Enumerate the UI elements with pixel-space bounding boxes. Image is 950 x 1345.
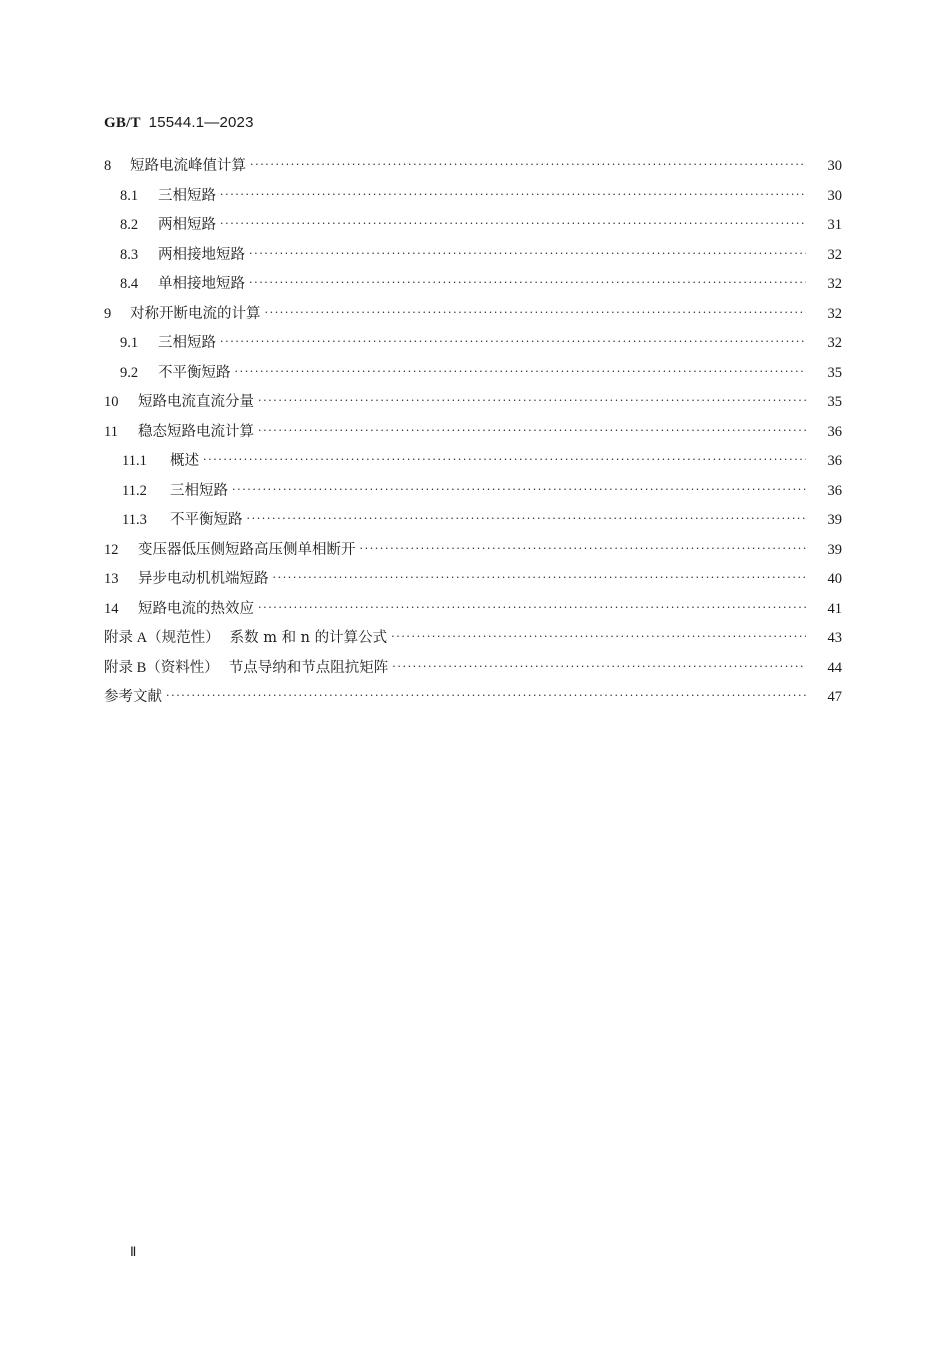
toc-page-number: 39 [827,512,842,528]
toc-page-number: 36 [827,453,842,469]
leader-dots [220,188,806,202]
toc-section-title: 概述 [170,453,199,469]
leader-dots [360,542,807,556]
toc-entry[interactable] [104,328,842,352]
toc-section-number: 附录 A（规范性） [104,630,220,646]
toc-section-title: 两相接地短路 [158,246,245,263]
toc-section-title: 两相短路 [158,217,216,233]
document-header [104,114,254,132]
toc-section-title: 短路电流直流分量 [138,394,254,410]
toc-section-title: 对称开断电流的计算 [130,305,261,322]
toc-entry-label [104,449,203,470]
leader-dots [258,424,806,438]
toc-page-number: 32 [827,246,842,263]
toc-page-number: 36 [827,423,842,440]
toc-page-number: 30 [827,158,842,174]
toc-entry[interactable] [104,535,842,559]
toc-section-number: 11.3 [122,512,147,528]
toc-entry-label [104,213,220,234]
toc-section-number: 9.1 [120,335,139,351]
toc-section-number: 9 [104,305,112,322]
toc-entry-label [104,479,232,500]
toc-section-title: 稳态短路电流计算 [138,423,254,440]
toc-page-number: 43 [827,630,842,646]
toc-section-title: 不平衡短路 [170,512,243,528]
toc-entry-label [104,272,249,293]
toc-entry[interactable] [104,210,842,234]
leader-dots [249,247,806,261]
toc-entry-label [104,302,265,323]
leader-dots [166,689,806,703]
toc-section-title: 参考文献 [104,689,162,705]
toc-section-number: 9.2 [120,364,139,381]
leader-dots [258,601,806,615]
toc-page-number: 40 [827,571,842,587]
toc-entry-label [104,243,249,264]
toc-page-number: 35 [827,394,842,410]
toc-entry-label [104,184,220,205]
toc-section-title: 单相接地短路 [158,276,245,292]
toc-entry[interactable] [104,240,842,264]
toc-page-number: 39 [827,541,842,558]
toc-entry[interactable] [104,505,842,529]
toc-entry[interactable] [104,299,842,323]
toc-section-number: 11.2 [122,482,147,499]
toc-section-number: 10 [104,394,119,410]
toc-section-number: 13 [104,571,119,587]
toc-section-title: 三相短路 [158,187,216,204]
toc-section-title: 节点导纳和节点阻抗矩阵 [228,659,389,676]
toc-page-number: 31 [827,217,842,233]
toc-entry[interactable] [104,387,842,411]
toc-section-number: 12 [104,541,119,558]
toc-page-number: 44 [827,659,842,676]
toc-page-number: 32 [827,276,842,292]
toc-section-number: 附录 B（资料性） [104,659,219,676]
toc-entry[interactable] [104,623,842,647]
toc-page-number: 35 [827,364,842,381]
toc-section-number: 8.2 [120,217,139,233]
toc-entry[interactable] [104,476,842,500]
toc-section-number: 14 [104,600,119,617]
toc-entry-label [104,538,360,559]
toc-entry[interactable] [104,446,842,470]
leader-dots [392,660,806,674]
toc-section-title: 三相短路 [170,482,228,499]
toc-entry-label [104,597,258,618]
toc-page-number: 30 [827,187,842,204]
toc-page-number: 36 [827,482,842,499]
toc-section-number: 11.1 [122,453,147,469]
toc-page-number: 32 [827,305,842,322]
toc-entry[interactable] [104,151,842,175]
toc-page-number: 41 [827,600,842,617]
leader-dots [203,453,806,467]
leader-dots [391,630,806,644]
toc-section-title: 变压器低压侧短路高压侧单相断开 [138,541,356,558]
toc-entry[interactable] [104,358,842,382]
leader-dots [249,276,806,290]
toc-section-number: 8.1 [120,187,139,204]
leader-dots [232,483,806,497]
toc-entry-label [104,331,220,352]
toc-section-number: 11 [104,423,118,440]
toc-entry-label [104,361,235,382]
toc-entry[interactable] [104,181,842,205]
toc-section-title: 异步电动机机端短路 [138,571,269,587]
toc-section-title: 不平衡短路 [158,364,231,381]
toc-entry-label [104,420,258,441]
toc-entry[interactable] [104,594,842,618]
toc-entry[interactable] [104,269,842,293]
toc-section-number: 8 [104,158,112,174]
leader-dots [220,217,806,231]
page-number: Ⅱ [130,1244,137,1259]
toc-section-title: 三相短路 [158,335,216,351]
toc-section-number: 8.3 [120,246,139,263]
toc-entry[interactable] [104,682,842,706]
toc-entry-label [104,508,247,529]
leader-dots [247,512,807,526]
toc-section-title: 系数 m 和 n 的计算公式 [229,630,388,646]
toc-entry[interactable] [104,417,842,441]
toc-entry[interactable] [104,653,842,677]
toc-entry[interactable] [104,564,842,588]
toc-entry-label [104,390,258,411]
leader-dots [265,306,807,320]
toc-section-title: 短路电流峰值计算 [130,158,246,174]
standard-code: GB/T [104,115,141,131]
leader-dots [250,158,806,172]
toc-entry-label [104,567,273,588]
leader-dots [235,365,807,379]
leader-dots [220,335,806,349]
toc-section-title: 短路电流的热效应 [138,600,254,617]
toc-page-number: 32 [827,335,842,351]
toc-page-number: 47 [827,689,842,705]
toc-entry-label [104,656,392,677]
toc-entry-label [104,626,391,647]
standard-number: 15544.1—2023 [148,114,254,131]
toc-section-number: 8.4 [120,276,139,292]
leader-dots [273,571,807,585]
toc-entry-label [104,685,166,706]
leader-dots [258,394,806,408]
toc-entry-label [104,154,250,175]
